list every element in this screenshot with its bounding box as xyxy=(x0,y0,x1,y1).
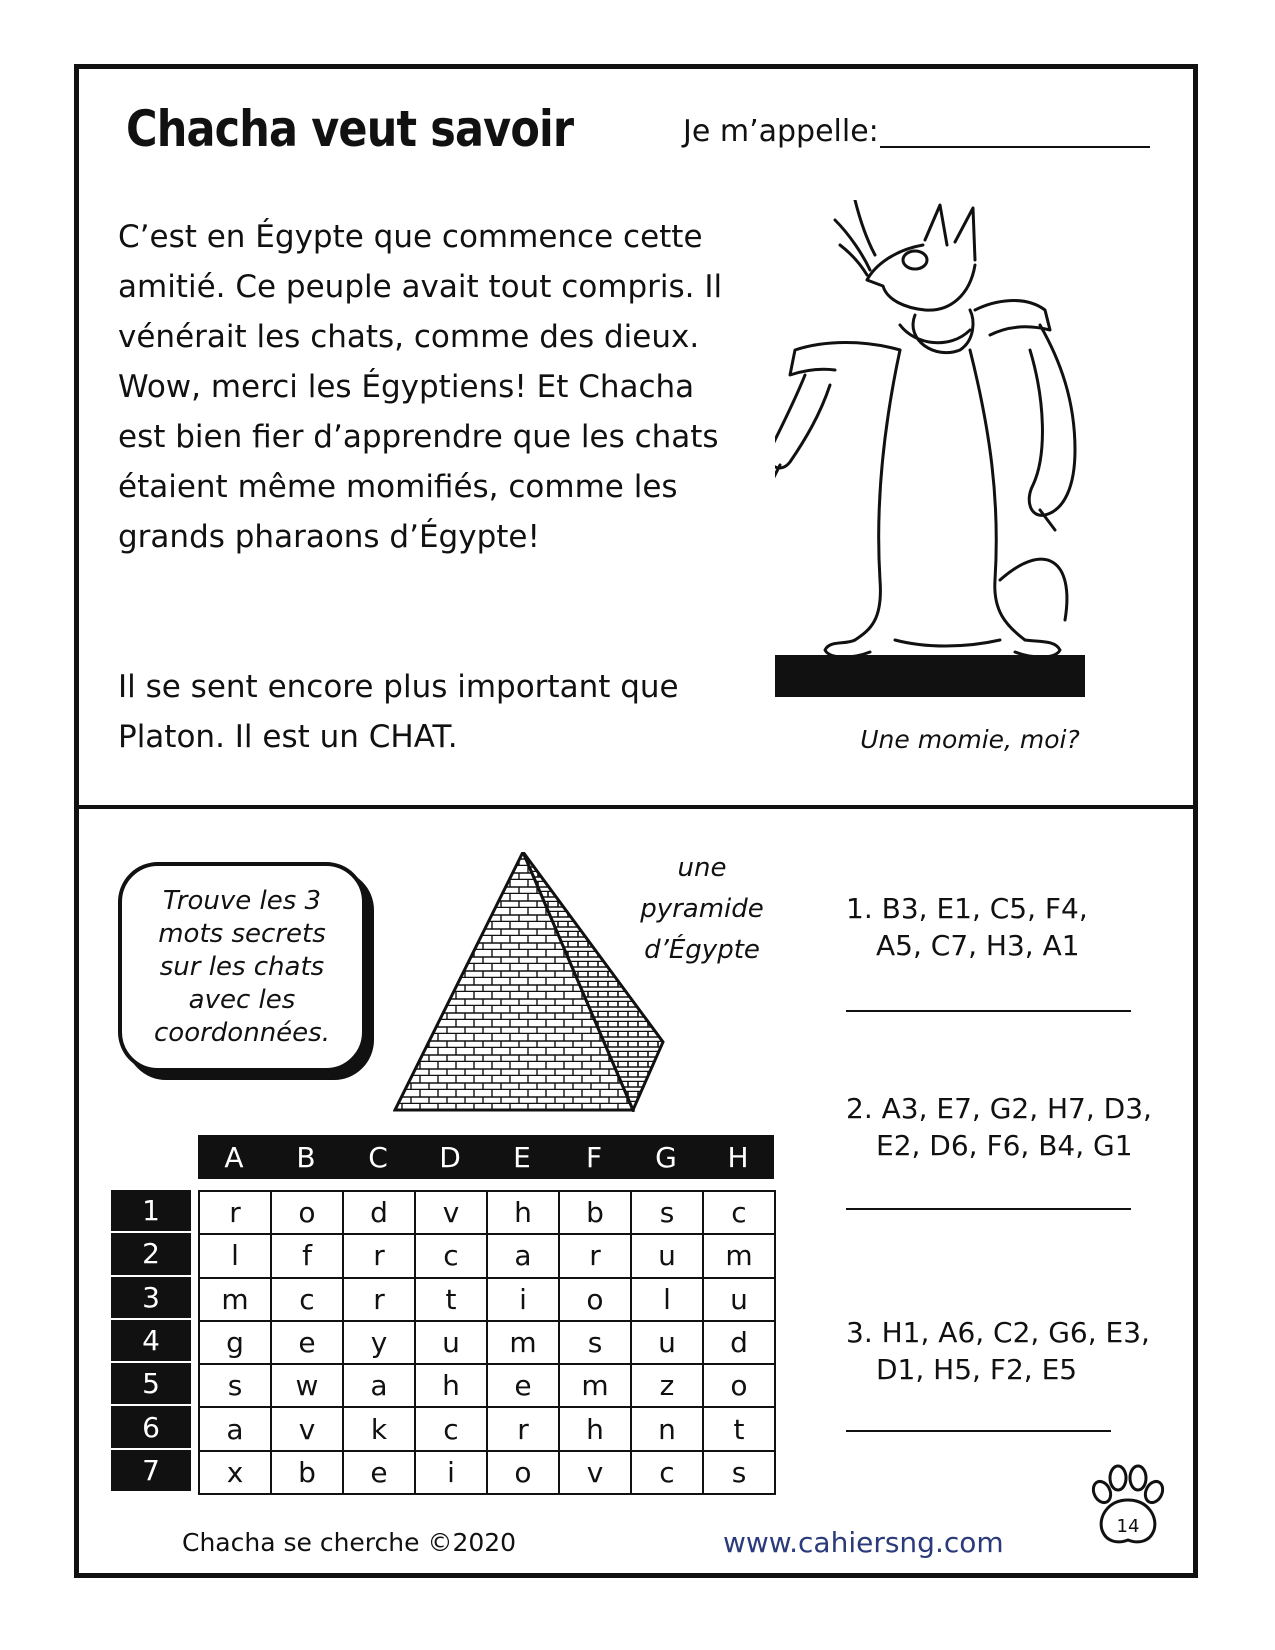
story-line: Il se sent encore plus important que xyxy=(118,669,679,705)
column-header: E xyxy=(486,1135,558,1179)
grid-column-headers xyxy=(198,1135,774,1179)
column-header: C xyxy=(342,1135,414,1179)
grid-cell: m xyxy=(703,1234,775,1277)
grid-cell: c xyxy=(271,1278,343,1321)
grid-cell: b xyxy=(271,1451,343,1494)
grid-cell: r xyxy=(343,1234,415,1277)
row-header: 4 xyxy=(111,1320,191,1363)
grid-cell: u xyxy=(703,1278,775,1321)
grid-cell: i xyxy=(415,1451,487,1494)
name-answer-line[interactable] xyxy=(880,146,1150,148)
grid-cell: v xyxy=(559,1451,631,1494)
question-line: E2, D6, F6, B4, G1 xyxy=(876,1129,1133,1162)
question-line: A5, C7, H3, A1 xyxy=(876,929,1080,962)
footer-url[interactable]: www.cahiersng.com xyxy=(723,1526,1004,1559)
grid-cell: f xyxy=(271,1234,343,1277)
grid-cell: a xyxy=(199,1407,271,1450)
grid-cell: t xyxy=(703,1407,775,1450)
answer-line-3[interactable] xyxy=(846,1430,1111,1432)
grid-cell: u xyxy=(631,1321,703,1364)
grid-cell: m xyxy=(199,1278,271,1321)
instruction-line: mots secrets xyxy=(158,918,326,949)
grid-cell: y xyxy=(343,1321,415,1364)
section-divider xyxy=(74,805,1198,809)
column-header: A xyxy=(198,1135,270,1179)
row-header: 3 xyxy=(111,1277,191,1320)
page-number: 14 xyxy=(1116,1516,1140,1537)
mummy-cat-drawing-icon xyxy=(775,200,1135,700)
grid-cell: h xyxy=(559,1407,631,1450)
grid-cell: r xyxy=(559,1234,631,1277)
grid-row-headers xyxy=(111,1190,191,1493)
grid-row xyxy=(199,1407,775,1450)
grid-cell: e xyxy=(343,1451,415,1494)
grid-cell: s xyxy=(703,1451,775,1494)
grid-cell: z xyxy=(631,1364,703,1407)
grid-cell: h xyxy=(487,1191,559,1234)
grid-cell: e xyxy=(487,1364,559,1407)
column-header: B xyxy=(270,1135,342,1179)
grid-cell: t xyxy=(415,1278,487,1321)
question-1 xyxy=(846,890,1088,964)
grid-row xyxy=(199,1451,775,1494)
letter-grid xyxy=(198,1190,776,1495)
grid-cell: u xyxy=(415,1321,487,1364)
row-header: 5 xyxy=(111,1363,191,1406)
grid-cell: a xyxy=(343,1364,415,1407)
grid-cell: o xyxy=(703,1364,775,1407)
grid-cell: m xyxy=(559,1364,631,1407)
grid-cell: s xyxy=(631,1191,703,1234)
grid-cell: l xyxy=(199,1234,271,1277)
answer-line-2[interactable] xyxy=(846,1208,1131,1210)
grid-cell: h xyxy=(415,1364,487,1407)
story-line: Platon. Il est un CHAT. xyxy=(118,719,458,755)
question-line: 1. B3, E1, C5, F4, xyxy=(846,892,1088,925)
column-header: H xyxy=(702,1135,774,1179)
row-header: 6 xyxy=(111,1406,191,1449)
instruction-bubble xyxy=(118,862,366,1072)
grid-row xyxy=(199,1234,775,1277)
grid-cell: r xyxy=(487,1407,559,1450)
pyramid-label xyxy=(627,848,777,971)
grid-cell: o xyxy=(271,1191,343,1234)
grid-cell: k xyxy=(343,1407,415,1450)
grid-cell: o xyxy=(487,1451,559,1494)
pyramid-label-line: d’Égypte xyxy=(644,935,760,965)
grid-cell: d xyxy=(703,1321,775,1364)
row-header: 7 xyxy=(111,1450,191,1493)
story-line: Wow, merci les Égyptiens! Et Chacha xyxy=(118,369,695,405)
grid-cell: v xyxy=(271,1407,343,1450)
grid-cell: e xyxy=(271,1321,343,1364)
grid-cell: a xyxy=(487,1234,559,1277)
story-line: amitié. Ce peuple avait tout compris. Il xyxy=(118,269,723,305)
instruction-line: sur les chats xyxy=(159,951,325,982)
grid-cell: c xyxy=(631,1451,703,1494)
grid-cell: b xyxy=(559,1191,631,1234)
row-header: 2 xyxy=(111,1233,191,1276)
instruction-text xyxy=(154,885,330,1050)
instruction-line: avec les xyxy=(188,984,296,1015)
pyramid-label-line: une xyxy=(677,853,727,883)
grid-cell: w xyxy=(271,1364,343,1407)
question-2 xyxy=(846,1090,1152,1164)
name-label: Je m’appelle: xyxy=(683,114,879,149)
footer-copyright: Chacha se cherche ©2020 xyxy=(182,1528,517,1557)
grid-cell: x xyxy=(199,1451,271,1494)
instruction-line: Trouve les 3 xyxy=(162,885,322,916)
story-line: grands pharaons d’Égypte! xyxy=(118,519,540,555)
grid-cell: m xyxy=(487,1321,559,1364)
page-title: Chacha veut savoir xyxy=(126,100,574,158)
grid-cell: u xyxy=(631,1234,703,1277)
paw-icon xyxy=(1088,1462,1168,1547)
grid-cell: s xyxy=(559,1321,631,1364)
grid-row xyxy=(199,1278,775,1321)
grid-cell: s xyxy=(199,1364,271,1407)
question-line: 2. A3, E7, G2, H7, D3, xyxy=(846,1092,1152,1125)
row-header: 1 xyxy=(111,1190,191,1233)
column-header: D xyxy=(414,1135,486,1179)
story-paragraph-2 xyxy=(118,662,758,762)
question-line: 3. H1, A6, C2, G6, E3, xyxy=(846,1316,1150,1349)
pyramid-label-line: pyramide xyxy=(640,894,764,924)
grid-row xyxy=(199,1321,775,1364)
illustration-caption: Une momie, moi? xyxy=(860,725,1080,754)
story-line: vénérait les chats, comme des dieux. xyxy=(118,319,700,355)
story-text xyxy=(118,212,758,762)
grid-cell: d xyxy=(343,1191,415,1234)
story-paragraph-1 xyxy=(118,212,758,562)
grid-cell: c xyxy=(415,1407,487,1450)
grid-cell: l xyxy=(631,1278,703,1321)
instruction-line: coordonnées. xyxy=(154,1017,330,1048)
column-header: G xyxy=(630,1135,702,1179)
grid-cell: r xyxy=(199,1191,271,1234)
question-line: D1, H5, F2, E5 xyxy=(876,1353,1078,1386)
question-3 xyxy=(846,1314,1150,1388)
grid-cell: c xyxy=(415,1234,487,1277)
grid-cell: v xyxy=(415,1191,487,1234)
story-line: étaient même momifiés, comme les xyxy=(118,469,678,505)
column-header: F xyxy=(558,1135,630,1179)
answer-line-1[interactable] xyxy=(846,1010,1131,1012)
grid-cell: o xyxy=(559,1278,631,1321)
grid-cell: c xyxy=(703,1191,775,1234)
grid-cell: i xyxy=(487,1278,559,1321)
grid-row xyxy=(199,1191,775,1234)
story-line: C’est en Égypte que commence cette xyxy=(118,219,703,255)
grid-row xyxy=(199,1364,775,1407)
story-line: est bien fier d’apprendre que les chats xyxy=(118,419,719,455)
grid-cell: n xyxy=(631,1407,703,1450)
grid-cell: g xyxy=(199,1321,271,1364)
grid-cell: r xyxy=(343,1278,415,1321)
